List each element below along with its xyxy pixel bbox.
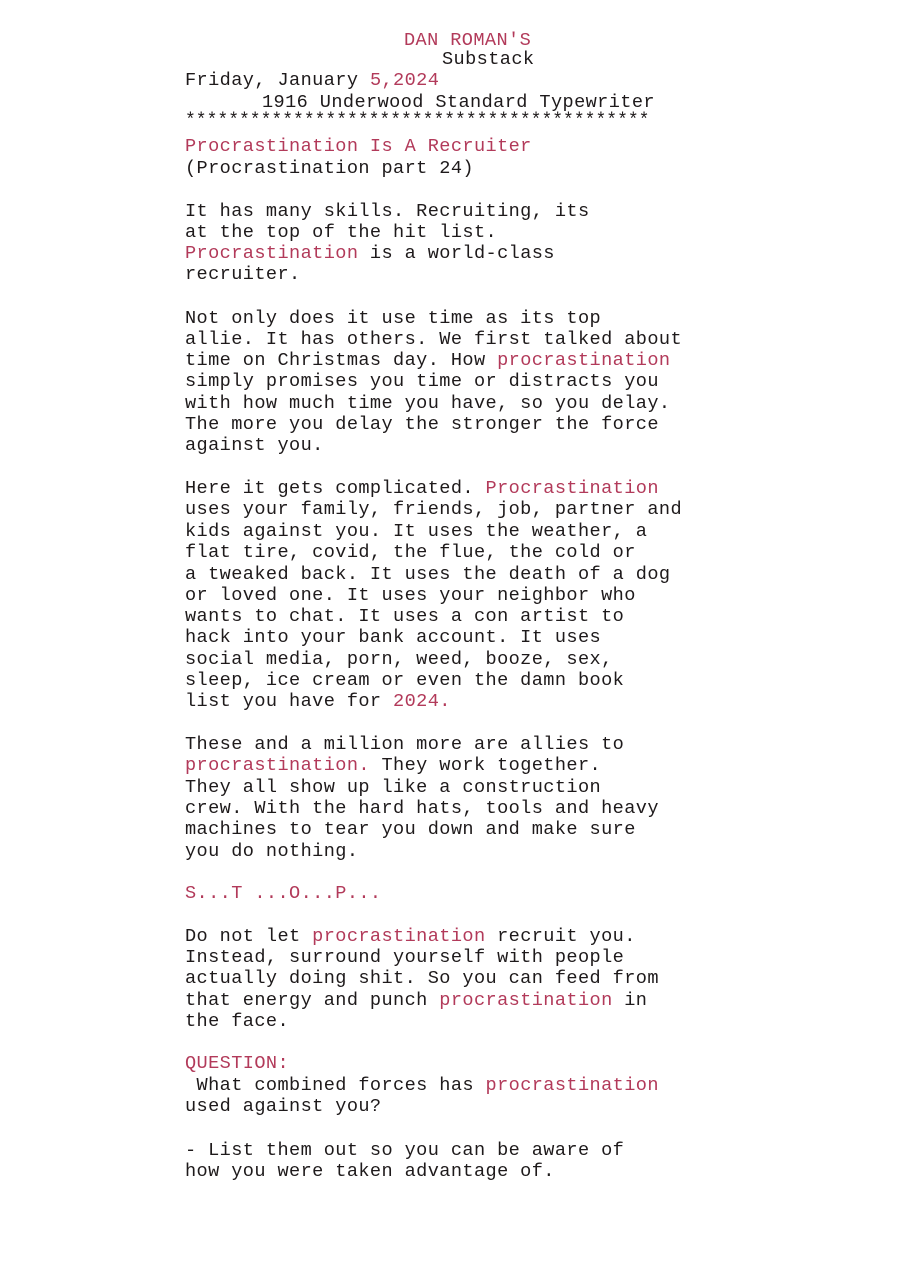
- p3-line-1-pre: Here it gets complicated.: [185, 478, 486, 499]
- p3-line-11: [185, 691, 451, 712]
- question-line-1-pre: What combined forces has: [185, 1075, 486, 1096]
- p3-line-2: uses your family, friends, job, partner and: [185, 499, 682, 520]
- p3-line-7: wants to chat. It uses a con artist to: [185, 606, 625, 627]
- date-line: [185, 70, 439, 91]
- closing-line-2: how you were taken advantage of.: [185, 1161, 555, 1182]
- p4-line-2-rest: They work together.: [369, 755, 602, 776]
- p5-red-word-2: procrastination: [439, 990, 613, 1011]
- p1-line-2: at the top of the hit list.: [185, 222, 498, 243]
- p1-red-word: Procrastination: [185, 243, 359, 264]
- p1-line-1: It has many skills. Recruiting, its: [185, 201, 590, 222]
- p3-line-1: [185, 478, 659, 499]
- p5-line-3: actually doing shit. So you can feed from: [185, 968, 659, 989]
- p5-line-4: [185, 990, 647, 1011]
- p2-line-7: against you.: [185, 435, 324, 456]
- question-line-2: used against you?: [185, 1096, 382, 1117]
- p5-line-4-post: in: [612, 990, 648, 1011]
- p5-line-4-pre: that energy and punch: [185, 990, 440, 1011]
- p1-line-3-rest: is a world-class: [358, 243, 555, 264]
- p4-line-4: crew. With the hard hats, tools and heavy: [185, 798, 659, 819]
- p2-line-6: The more you delay the stronger the force: [185, 414, 659, 435]
- question-label: QUESTION:: [185, 1053, 290, 1074]
- p2-line-4: simply promises you time or distracts you: [185, 371, 659, 392]
- p5-line-1-post: recruit you.: [485, 926, 636, 947]
- p5-red-word-1: procrastination: [312, 926, 486, 947]
- p2-line-2: allie. It has others. We first talked about: [185, 329, 682, 350]
- p3-line-10: sleep, ice cream or even the damn book: [185, 670, 625, 691]
- post-subtitle: (Procrastination part 24): [185, 158, 474, 179]
- p2-line-5: with how much time you have, so you delay.: [185, 393, 671, 414]
- author-name: DAN ROMAN'S: [404, 30, 532, 51]
- p2-line-1: Not only does it use time as its top: [185, 308, 602, 329]
- p5-line-2: Instead, surround yourself with people: [185, 947, 625, 968]
- p4-line-3: They all show up like a construction: [185, 777, 602, 798]
- question-line-1: [185, 1075, 659, 1096]
- p5-line-5: the face.: [185, 1011, 290, 1032]
- p3-line-3: kids against you. It uses the weather, a: [185, 521, 648, 542]
- p2-red-word: procrastination: [497, 350, 671, 371]
- p4-line-6: you do nothing.: [185, 841, 359, 862]
- p3-line-9: social media, porn, weed, booze, sex,: [185, 649, 613, 670]
- p4-line-2: [185, 755, 601, 776]
- p1-line-4: recruiter.: [185, 264, 301, 285]
- p3-line-11-pre: list you have for: [185, 691, 394, 712]
- typewriter-line: 1916 Underwood Standard Typewriter: [262, 92, 655, 113]
- post-title: Procrastination Is A Recruiter: [185, 136, 532, 157]
- p5-line-1: [185, 926, 636, 947]
- closing-line-1: - List them out so you can be aware of: [185, 1140, 625, 1161]
- p3-line-8: hack into your bank account. It uses: [185, 627, 602, 648]
- p3-line-5: a tweaked back. It uses the death of a dog: [185, 564, 671, 585]
- p3-red-word: Procrastination: [485, 478, 659, 499]
- date-year: ,2024: [381, 70, 440, 91]
- p3-year: 2024.: [393, 691, 451, 712]
- p3-line-4: flat tire, covid, the flue, the cold or: [185, 542, 636, 563]
- p4-red-word: procrastination.: [185, 755, 370, 776]
- question-red-word: procrastination: [485, 1075, 659, 1096]
- star-divider: *******************************************: [185, 111, 650, 131]
- date-day: 5: [369, 70, 382, 91]
- p4-line-5: machines to tear you down and make sure: [185, 819, 636, 840]
- p1-line-3: [185, 243, 555, 264]
- p2-line-3: [185, 350, 670, 371]
- stop-line: S...T ...O...P...: [185, 883, 382, 904]
- p4-line-1: These and a million more are allies to: [185, 734, 625, 755]
- p3-line-6: or loved one. It uses your neighbor who: [185, 585, 636, 606]
- publication-name: Substack: [442, 49, 535, 70]
- p5-line-1-pre: Do not let: [185, 926, 313, 947]
- date-prefix: Friday, January: [185, 70, 370, 91]
- p2-line-3-pre: time on Christmas day. How: [185, 350, 498, 371]
